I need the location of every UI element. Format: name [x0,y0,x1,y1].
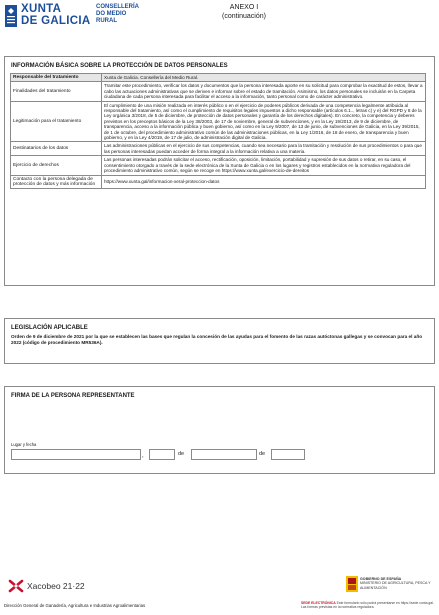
row-text: Xunta de Galicia. Consellería del Medio Rural. [102,74,426,82]
row-text: El cumplimiento de una misión realizada en interés público o en el ejercicio de poderes públicos derivada de una competencia legalmente atribuida al responsable del tratamiento, así como el cumplimiento de requisitos legales impuestos a dicho responsable (artículos 6.1.., letras c) y e) del RGPD y 8 de la Ley orgánica 3/2018, de 5 de diciembre, de protección de datos personales y garantía de los derechos digitales). En concreto, la competencia y deberes previstos en los preceptos básicos de la Ley 38/2003, de 17 de noviembre, general de subvenciones, y en la Ley 19/2013, de 9 de diciembre, de transparencia, acceso a la información pública y buen gobierno, así como en la Ley 9/2007, de 13 de junio, de subvenciones de Galicia, en la Ley 39/2015, de 1 de octubre, del procedimiento administrativo común de las administraciones públicas, en la Ley 1/2016, de 18 de enero, de transparencia y buen gobierno, y en la Ley 4/2019, de 17 de julio, de administración digital de Galicia. [102,101,426,142]
row-text: Las administraciones públicas en el ejercicio de sus competencias, cuando sea necesario para la tramitación y resolución de sus procedimientos o para que las personas interesadas puedan acceder de forma integral a la información relativa a una materia. [102,142,426,156]
month-input[interactable] [191,449,257,460]
table-row [11,142,426,156]
xunta-emblem-icon [5,5,17,27]
row-label: Finalidades del tratamiento [11,82,102,101]
row-label: Responsable del tratamiento [11,74,102,82]
xunta-logo-line1: XUNTA [21,3,62,15]
place-input[interactable] [11,449,141,460]
legislation-section [4,318,435,364]
row-link[interactable]: https://www.xunta.gal/informacion-xeral-proteccion-datos [102,175,426,189]
row-label: Destinatarios de los datos [11,142,102,156]
xacobeo-logo-icon [8,579,24,593]
signature-title: FIRMA DE LA PERSONA REPRESENTANTE [11,393,135,399]
spain-coat-of-arms-icon [346,576,358,592]
comma-separator: , [142,453,144,459]
sede-electronica-note: SEDE ELECTRÓNICA Este formulario sólo podrá presentarse en https://sede.xunta.gal. Las formas previstas en la normativa reguladora. [301,601,434,609]
table-row [11,156,426,175]
anexo-continuacion: (continuación) [222,12,266,20]
row-text: Tramitar este procedimiento, verificar los datos y documentos que la persona interesada aporte en su solicitud para comprobar la exactitud de estos, llevar a cabo las actuaciones administrativas que se deriven e informar sobre el estado de tramitación. Asimismo, los datos personales se incluirán en la Carpeta ciudadana de cada persona interesada para facilitar el acceso a la información, tanto personal como de carácter administrativo. [102,82,426,101]
legislation-text: Orden de 9 de diciembre de 2021 por la que se establecen las bases que regulan la concesión de las ayudas para el fomento de las razas autóctonas gallegas y se convocan para el año 2022 (código de procedimiento MR536A). [11,334,423,345]
place-date-label: Lugar y fecha [11,442,37,447]
direccion-general: Dirección General de Ganadería, Agricultura e Industrias Agroalimentarias [4,603,146,608]
xacobeo-text: Xacobeo 21·22 [27,581,85,591]
ministry-name: GOBIERNO DE ESPAÑA MINISTERIO DE AGRICULTURA, PESCA Y ALIMENTACIÓN [360,577,431,590]
consellaria-name: CONSELLERÍA DO MEDIO RURAL [96,4,140,25]
row-label: Contacto con la persona delegada de protección de datos y más información [11,175,102,189]
data-protection-section [4,56,435,286]
xunta-logo-line2: DE GALICIA [21,15,91,27]
day-input[interactable] [149,449,175,460]
anexo-label [222,4,266,21]
table-row [11,175,426,189]
row-label: Ejercicio de derechos [11,156,102,175]
table-row [11,82,426,101]
de-separator-1: de [178,451,185,457]
row-label: Legitimación para el tratamiento [11,101,102,142]
data-protection-title: INFORMACIÓN BÁSICA SOBRE LA PROTECCIÓN DE DATOS PERSONALES [11,63,228,69]
table-row [11,74,426,82]
row-text: Las personas interesadas podrán solicitar el acceso, rectificación, oposición, limitación, portabilidad y supresión de sus datos o retirar, en su caso, el consentimiento otorgado a través de la sede electrónica de la Xunta de Galicia o en los lugares y registros establecidos en la normativa reguladora del procedimiento administrativo común, según se recoge en https://www.xunta.gal/exercicio-de-dereitos [102,156,426,175]
year-input[interactable] [271,449,305,460]
data-protection-table [10,73,426,189]
table-row [11,101,426,142]
anexo-title: ANEXO I [229,4,259,11]
legislation-title: LEGISLACIÓN APLICABLE [11,325,88,331]
signature-section [4,386,435,474]
de-separator-2: de [259,451,266,457]
